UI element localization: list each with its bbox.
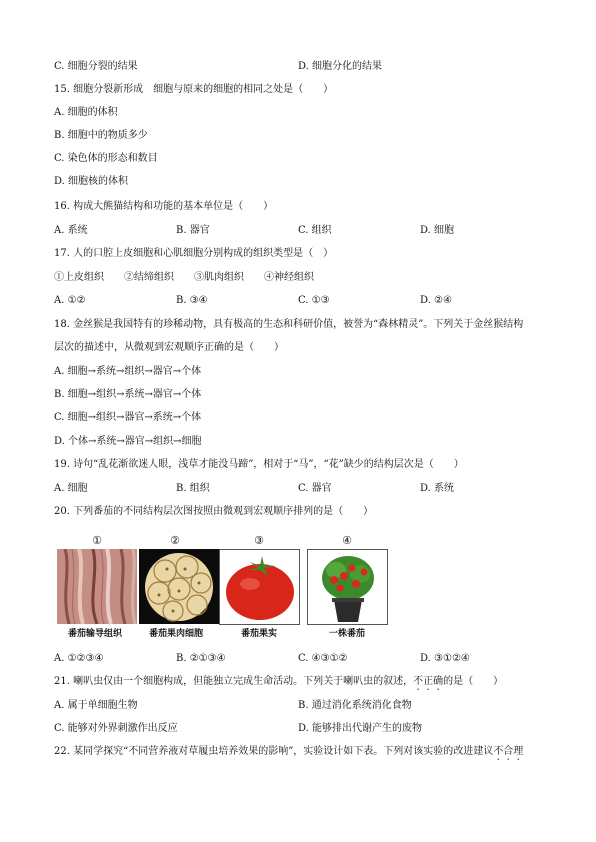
q21-option-b: B. 通过消化系统消化食物 bbox=[298, 700, 412, 711]
q20-stem: 20. 下列番茄的不同结构层次图按照由微观到宏观顺序排列的是（ ） bbox=[54, 506, 374, 517]
q15-option-c: C. 染色体的形态和数目 bbox=[54, 153, 158, 164]
image-caption-2: 番茄果肉细胞 bbox=[148, 629, 203, 639]
q17-stem: 17. 人的口腔上皮细胞和心肌细胞分别构成的组织类型是（ ） bbox=[54, 248, 334, 259]
q18-stem-line2: 层次的描述中，从微观到宏观顺序正确的是（ ） bbox=[54, 342, 284, 353]
q19-option-b: B. 组织 bbox=[176, 483, 210, 494]
q21-option-c: C. 能够对外界刺激作出反应 bbox=[54, 723, 178, 734]
q15-option-d: D. 细胞核的体积 bbox=[54, 176, 129, 187]
image-number-3: ③ bbox=[254, 534, 264, 547]
pulp-cells-image bbox=[139, 549, 219, 624]
q21-option-d: D. 能够排出代谢产生的废物 bbox=[298, 723, 423, 734]
image-caption-3: 番茄果实 bbox=[240, 629, 277, 639]
q14-option-c: C. 细胞分裂的结果 bbox=[54, 61, 138, 72]
q22-stem bbox=[54, 745, 523, 763]
tomato-fruit-image bbox=[219, 549, 300, 625]
q19-option-d: D. 系统 bbox=[420, 483, 455, 494]
q17-option-b: B. ③④ bbox=[176, 295, 208, 306]
q17-items: ①上皮组织 ②结缔组织 ③肌肉组织 ④神经组织 bbox=[54, 272, 314, 283]
q14-option-d: D. 细胞分化的结果 bbox=[298, 61, 383, 72]
q21-option-a: A. 属于单细胞生物 bbox=[54, 700, 138, 711]
q21-emphasis: 不正确 bbox=[413, 676, 444, 687]
q17-option-a: A. ①② bbox=[54, 295, 86, 306]
q18-option-c: C. 细胞→组织→器官→系统→个体 bbox=[54, 412, 202, 423]
q18-option-d: D. 个体→系统→器官→组织→细胞 bbox=[54, 436, 202, 447]
q16-option-b: B. 器官 bbox=[176, 225, 210, 236]
q18-stem-line1: 18. 金丝猴是我国特有的珍稀动物，具有极高的生态和科研价值，被誉为“森林精灵”。下列关于金丝猴结构 bbox=[54, 319, 524, 330]
q16-stem: 16. 构成大熊猫结构和功能的基本单位是（ ） bbox=[54, 201, 274, 212]
image-number-2: ② bbox=[170, 534, 180, 547]
q15-option-b: B. 细胞中的物质多少 bbox=[54, 130, 148, 141]
q20-option-a: A. ①②③④ bbox=[54, 653, 104, 664]
q22-emphasis: 不合理 bbox=[493, 746, 524, 757]
q20-option-b: B. ②①③④ bbox=[176, 653, 226, 664]
q18-option-a: A. 细胞→系统→组织→器官→个体 bbox=[54, 366, 202, 377]
q16-option-d: D. 细胞 bbox=[420, 225, 455, 236]
q15-stem: 15. 细胞分裂新形成 细胞与原来的细胞的相同之处是（ ） bbox=[54, 84, 334, 95]
q15-option-a: A. 细胞的体积 bbox=[54, 107, 118, 118]
image-caption-4: 一株番茄 bbox=[328, 629, 365, 639]
tomato-plant-image bbox=[307, 549, 388, 625]
q16-option-a: A. 系统 bbox=[54, 225, 88, 236]
q19-option-c: C. 器官 bbox=[298, 483, 332, 494]
q17-option-c: C. ①③ bbox=[298, 295, 330, 306]
q19-stem: 19. 诗句“乱花渐欲迷人眼，浅草才能没马蹄”，相对于“马”，“花”缺少的结构层次是（ ） bbox=[54, 459, 464, 470]
conducting-tissue-image bbox=[57, 549, 137, 624]
q20-option-d: D. ③①②④ bbox=[420, 653, 470, 664]
q21-stem-end: 的是（ ） bbox=[443, 676, 504, 687]
q19-option-a: A. 细胞 bbox=[54, 483, 88, 494]
image-number-4: ④ bbox=[342, 534, 352, 547]
q17-option-d: D. ②④ bbox=[420, 295, 452, 306]
q21-stem bbox=[54, 675, 503, 693]
q18-option-b: B. 细胞→组织→系统→器官→个体 bbox=[54, 389, 202, 400]
q20-option-c: C. ④③①② bbox=[298, 653, 348, 664]
q22-stem-text: 22. 某同学探究“不同营养液对草履虫培养效果的影响”，实验设计如下表。下列对该实验的改进建议 bbox=[54, 746, 494, 757]
image-caption-1: 番茄输导组织 bbox=[67, 629, 122, 639]
image-number-1: ① bbox=[92, 534, 102, 547]
q16-option-c: C. 组织 bbox=[298, 225, 332, 236]
q21-stem-text: 21. 喇叭虫仅由一个细胞构成，但能独立完成生命活动。下列关于喇叭虫的叙述， bbox=[54, 676, 414, 687]
